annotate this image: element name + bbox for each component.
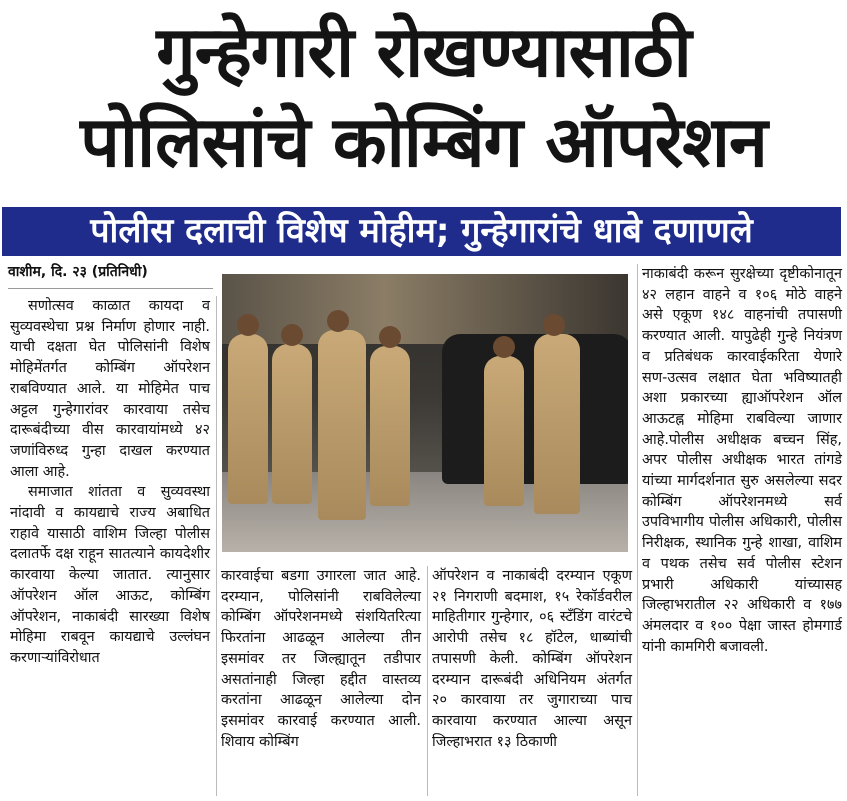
article-column-3: [432, 566, 632, 752]
column-3-paragraph: ऑपरेशन व नाकाबंदी दरम्यान एकूण २१ निगराणी बदमाश, १५ रेकॉर्डवरील माहितीगार गुन्हेगार, ०६ स्टॅंडिंग वारंटचे आरोपी तसेच १८ हॉटेल, धाब्यांची तपासणी केली. कोम्बिंग ऑपरेशन दरम्यान दारूबंदी अधिनियम अंतर्गत २० कारवाया तर जुगाराच्या पाच कारवाया करण्यात आल्या असून जिल्हाभरात १३ ठिकाणी: [432, 568, 632, 750]
photo-policeman: [370, 346, 410, 506]
headline-text-1: गुन्हेगारी रोखण्यासाठी: [156, 11, 691, 93]
headline-text-2: पोलिसांचे कोम्बिंग ऑपरेशन: [80, 101, 767, 183]
photo-policeman: [534, 334, 580, 514]
photo-policeman: [228, 334, 268, 504]
photo-policeman: [272, 344, 312, 504]
dateline: वाशीम, दि. २३ (प्रतिनिधी): [8, 264, 148, 280]
column-divider: [427, 566, 428, 796]
dateline-rule: [8, 288, 213, 289]
article-column-2: [221, 566, 421, 752]
column-1-paragraph-1: सणोत्सव काळात कायदा व सुव्यवस्थेचा प्रश्न निर्माण होणार नाही. याची दक्षता घेत पोलिसांनी विशेष मोहिमेंतर्गत कोम्बिंग ऑपरेशन राबविण्यात आले. या मोहिमेत पाच अट्टल गुन्हेगारांवर कारवाया तसेच दारूबंदीच्या वीस कारवायांमध्ये ४२ जणांविरुध्द गुन्हा दाखल करण्यात आला आहे.: [10, 298, 210, 480]
headline-line-1: [0, 4, 847, 100]
article-column-4: [642, 264, 842, 657]
column-divider: [637, 264, 638, 796]
subheadline-text: पोलीस दलाची विशेष मोहीम; गुन्हेगारांचे धाबे दणाणले: [90, 211, 753, 251]
headline-line-2: [0, 94, 847, 190]
column-divider: [216, 296, 217, 796]
column-4-paragraph: नाकाबंदी करून सुरक्षेच्या दृष्टीकोनातून ४२ लहान वाहने व १०६ मोठे वाहने असे एकूण १४८ वाहनांची तपासणी करण्यात आली. यापुढेही गुन्हे नियंत्रण व प्रतिबंधक कारवाईकरिता येणारे सण-उत्सव लक्षात घेता भविष्यातही अशा प्रकारच्या ह्याऑपरेशन ऑल आऊटह्न मोहिमा राबविल्या जाणार आहे.पोलीस अधीक्षक बच्चन सिंह, अपर पोलीस अधीक्षक भारत तांगडे यांच्या मार्गदर्शनात सुरु असलेल्या सदर कोम्बिंग ऑपरेशनमध्ये सर्व उपविभागीय पोलीस अधिकारी, पोलीस निरीक्षक, स्थानिक गुन्हे शाखा, वाशिम व पथक तसेच सर्व पोलीस स्टेशन प्रभारी अधिकारी यांच्यासह जिल्हाभरातील २२ अधिकारी व १७७ अंमलदार व १०० पेक्षा जास्त होमगार्ड यांनी कामगिरी बजावली.: [642, 266, 842, 655]
news-photo-police-combing: [222, 274, 628, 552]
column-1-paragraph-2: समाजात शांतता व सुव्यवस्था नांदावी व कायद्याचे राज्य अबाधित राहावे यासाठी वाशिम जिल्हा पोलीस दलातर्फे दक्ष राहून सातत्याने कायदेशीर कारवाया केल्या जातात. त्यानुसार ऑपरेशन ऑल आऊट, कोम्बिंग ऑपरेशन, नाकाबंदी सारख्या विशेष मोहिमा राबवून कायद्याचे उल्लंघन करणाऱ्यांविरोधात: [10, 484, 210, 666]
photo-policeman: [318, 330, 366, 520]
photo-policeman: [484, 356, 524, 506]
column-2-paragraph: कारवाईचा बडगा उगारला जात आहे. दरम्यान, पोलिसांनी राबविलेल्या कोम्बिंग ऑपरेशनमध्ये संशयितरित्या फिरतांना आढळून आलेल्या तीन इसमांवर तर जिल्ह्यातून तडीपार असतांनाही जिल्हा हद्दीत वास्तव्य करतांना आढळून आलेल्या दोन इसमांवर कारवाई करण्यात आली. शिवाय कोम्बिंग: [221, 568, 421, 750]
article-column-1: [10, 296, 210, 669]
subheadline-banner: [2, 207, 841, 256]
